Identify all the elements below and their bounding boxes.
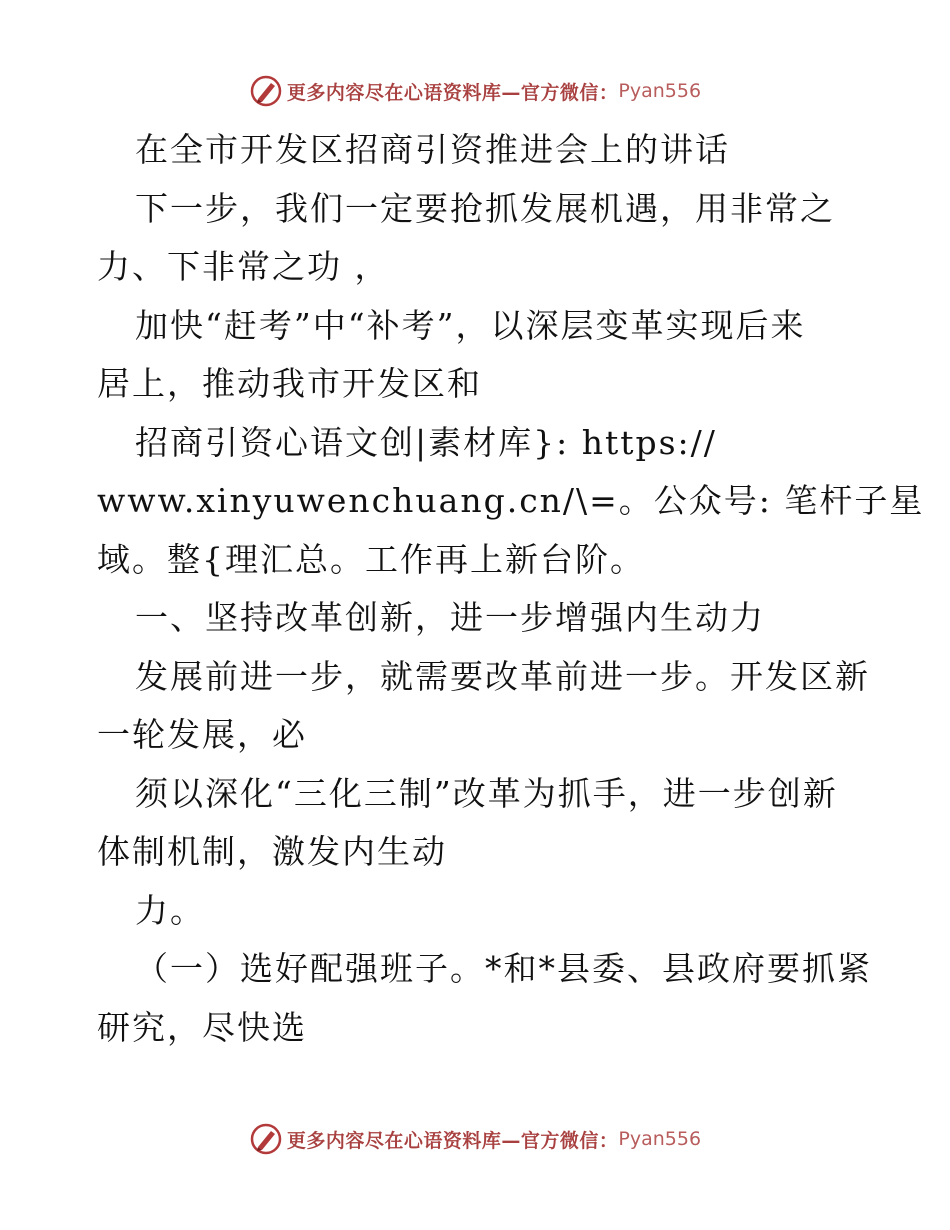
watermark-text: 更多内容尽在心语资料库—官方微信： (286, 81, 619, 104)
paragraph-line: www.xinyuwenchuang.cn/\=。公众号: 笔杆子星 (97, 481, 925, 520)
header-watermark (0, 74, 950, 108)
paragraph-line: 力。 (135, 890, 205, 930)
pen-logo-icon (249, 74, 283, 108)
paragraph-line: 招商引资心语文创|素材库}: https:// (135, 422, 717, 462)
paragraph-line: 须以深化“三化三制”改革为抓手，进一步创新 (135, 773, 838, 813)
pen-logo-icon (249, 1122, 283, 1156)
paragraph-line: 研究，尽快选 (97, 1007, 307, 1047)
paragraph-line: 力、下非常之功 ， (97, 247, 390, 286)
paragraph-line: 下一步，我们一定要抢抓发展机遇，用非常之 (135, 188, 835, 228)
subsection-heading: （一）选好配强班子。*和*县委、县政府要抓紧 (135, 949, 872, 988)
section-heading: 一、坚持改革创新，进一步增强内生动力 (135, 598, 765, 637)
paragraph-line: 域。整{理汇总。工作再上新台阶。 (97, 539, 645, 579)
paragraph-line: 加快“赶考”中“补考”，以深层变革实现后来 (135, 305, 806, 345)
watermark-wechat-id: Pyan556 (618, 1128, 702, 1150)
footer-watermark (0, 1122, 950, 1156)
paragraph-line: 一轮发展，必 (97, 715, 307, 754)
paragraph-line: 体制机制，激发内生动 (97, 832, 447, 871)
paragraph-line: 发展前进一步，就需要改革前进一步。开发区新 (135, 656, 870, 696)
watermark-text: 更多内容尽在心语资料库—官方微信： (286, 1129, 619, 1152)
watermark-wechat-id: Pyan556 (618, 80, 702, 102)
document-title: 在全市开发区招商引资推进会上的讲话 (135, 130, 730, 169)
document-body (97, 121, 925, 1057)
paragraph-line: 居上，推动我市开发区和 (97, 364, 482, 403)
